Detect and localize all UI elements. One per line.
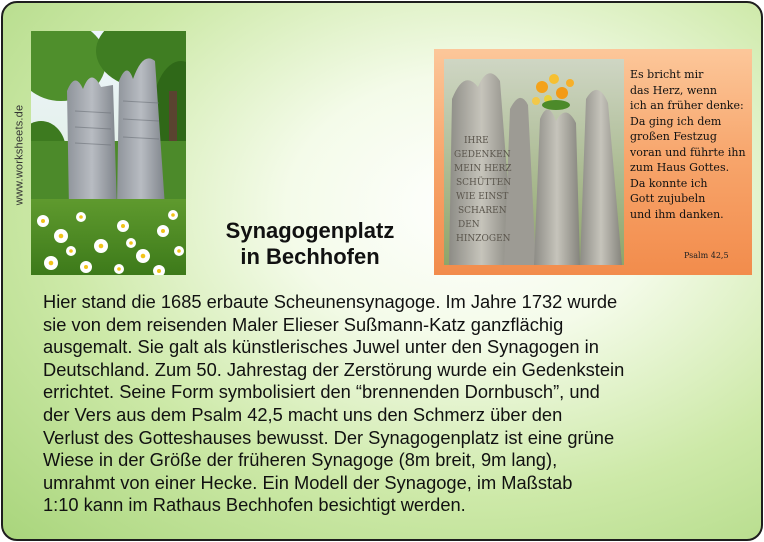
- inscription-line: IHRE: [464, 136, 489, 146]
- worksheet-card: [1, 1, 763, 541]
- paragraph-line: umrahmt von einer Hecke. Ein Modell der Synagoge, im Maßstab: [43, 471, 573, 493]
- paragraph-line: Hier stand die 1685 erbaute Scheunensynagoge. Im Jahre 1732 wurde: [43, 291, 618, 312]
- memorial-stone-photo: [444, 59, 624, 265]
- paragraph-line: der Vers aus dem Psalm 42,5 macht uns den Schmerz über den: [43, 403, 563, 425]
- psalm-verse: [630, 67, 746, 222]
- psalm-verse-line: Da ging ich dem: [630, 114, 722, 128]
- psalm-verse-line: ich an früher denke:: [630, 99, 744, 112]
- memorial-stone-illustration: [444, 59, 624, 265]
- psalm-source: Psalm 42,5: [684, 251, 729, 260]
- psalm-verse-line: das Herz, wenn: [630, 83, 717, 97]
- psalm-verse-line: und ihm danken.: [630, 207, 724, 221]
- psalm-verse-line: Gott zujubeln: [630, 192, 706, 205]
- page-title-line1: Synagogenplatz: [225, 218, 395, 243]
- inscription-line: WIE EINST: [456, 192, 509, 202]
- inscription-line: MEIN HERZ: [454, 164, 512, 174]
- memorial-meadow-illustration: [31, 31, 186, 275]
- psalm-poster: [434, 49, 752, 275]
- psalm-verse-line: großen Festzug: [630, 130, 717, 143]
- psalm-verse-line: zum Haus Gottes.: [630, 161, 730, 174]
- paragraph-line: sie von dem reisenden Maler Elieser Sußmann-Katz ganzflächig: [43, 313, 564, 335]
- psalm-verse-line: Da konnte ich: [630, 176, 708, 190]
- psalm-verse-line: Es bricht mir: [630, 68, 704, 81]
- inscription-line: HINZOGEN: [456, 234, 511, 244]
- paragraph-line: 1:10 kann im Rathaus Bechhofen besichtigt werden.: [43, 494, 466, 516]
- psalm-verse-line: voran und führte ihn: [630, 145, 746, 159]
- page-title: [199, 218, 421, 270]
- paragraph-line: Deutschland. Zum 50. Jahrestag der Zerstörung wurde ein Gedenkstein: [43, 358, 625, 380]
- paragraph-line: Verlust des Gotteshauses bewusst. Der Synagogenplatz ist eine grüne: [43, 426, 615, 448]
- paragraph-line: ausgemalt. Sie galt als künstlerisches Juwel unter den Synagogen in: [43, 336, 599, 358]
- description-paragraph: [43, 291, 755, 517]
- inscription-line: SCHÜTTEN: [456, 178, 512, 188]
- paragraph-line: Wiese in der Größe der früheren Synagoge (8m breit, 9m lang),: [43, 449, 558, 471]
- inscription-line: SCHAREN: [458, 206, 507, 216]
- inscription-line: GEDENKEN: [454, 150, 511, 160]
- paragraph-line: errichtet. Seine Form symbolisiert den “brennenden Dornbusch”, und: [43, 381, 600, 403]
- memorial-stones-photo: [31, 31, 186, 275]
- page-title-line2: in Bechhofen: [240, 244, 380, 269]
- credit-text: www.worksheets.de: [13, 104, 26, 206]
- credit-text-container: [9, 97, 29, 213]
- inscription-line: DEN: [458, 220, 480, 230]
